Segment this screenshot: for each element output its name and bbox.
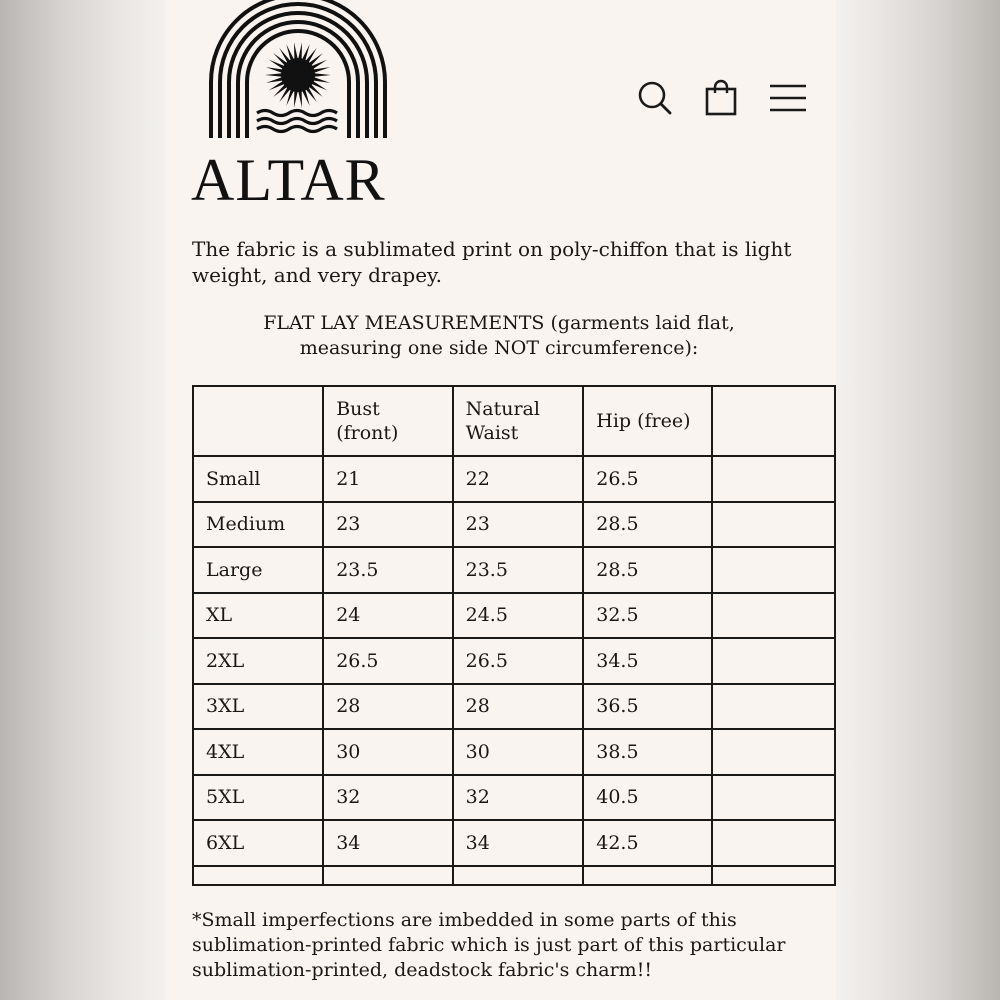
cell-bust: 28 (323, 684, 452, 730)
table-row (193, 684, 835, 730)
cell-size: Small (193, 456, 323, 502)
cell-waist: 30 (453, 729, 584, 775)
cell-hip: 26.5 (583, 456, 712, 502)
table-row (193, 729, 835, 775)
cell-bust: 30 (323, 729, 452, 775)
cell-hip: 42.5 (583, 820, 712, 866)
measurements-title-line1: FLAT LAY MEASUREMENTS (garments laid flat, (263, 312, 735, 334)
cell-empty (323, 866, 452, 885)
cell-hip: 28.5 (583, 547, 712, 593)
cell-waist: 32 (453, 775, 584, 821)
cell-waist: 24.5 (453, 593, 584, 639)
product-page (165, 0, 836, 1000)
cell-bust: 24 (323, 593, 452, 639)
cell-size: Large (193, 547, 323, 593)
header-cell-extra (712, 386, 835, 456)
cell-size: 6XL (193, 820, 323, 866)
menu-icon[interactable] (768, 78, 808, 118)
cell-bust: 23.5 (323, 547, 452, 593)
cell-waist: 28 (453, 684, 584, 730)
cell-bust: 26.5 (323, 638, 452, 684)
cell-hip: 36.5 (583, 684, 712, 730)
cell-empty (453, 866, 584, 885)
cell-size: 5XL (193, 775, 323, 821)
cell-extra (712, 547, 835, 593)
cell-extra (712, 775, 835, 821)
cell-size: Medium (193, 502, 323, 548)
cell-empty (193, 866, 323, 885)
cell-extra (712, 729, 835, 775)
cell-size: 3XL (193, 684, 323, 730)
table-row (193, 775, 835, 821)
cell-bust: 21 (323, 456, 452, 502)
cell-extra (712, 456, 835, 502)
cell-hip: 28.5 (583, 502, 712, 548)
cell-waist: 23 (453, 502, 584, 548)
cell-empty (712, 866, 835, 885)
cell-hip: 34.5 (583, 638, 712, 684)
table-row (193, 547, 835, 593)
cell-waist: 34 (453, 820, 584, 866)
search-icon[interactable] (635, 78, 675, 118)
cell-bust: 32 (323, 775, 452, 821)
cell-extra (712, 593, 835, 639)
cell-extra (712, 820, 835, 866)
fabric-description: The fabric is a sublimated print on poly-chiffon that is light weight, and very drapey. (192, 237, 792, 287)
cell-hip: 38.5 (583, 729, 712, 775)
cell-empty (583, 866, 712, 885)
header-cell-size (193, 386, 323, 456)
cell-extra (712, 684, 835, 730)
cell-waist: 26.5 (453, 638, 584, 684)
table-row-empty (193, 866, 835, 885)
table-row (193, 638, 835, 684)
size-chart-table (192, 385, 836, 886)
cell-bust: 34 (323, 820, 452, 866)
cell-extra (712, 502, 835, 548)
table-row (193, 820, 835, 866)
header-cell-bust: Bust (front) (323, 386, 452, 456)
cell-size: 4XL (193, 729, 323, 775)
cell-size: XL (193, 593, 323, 639)
table-row (193, 456, 835, 502)
shopping-bag-icon[interactable] (701, 78, 741, 118)
cell-waist: 22 (453, 456, 584, 502)
measurements-title-line2: measuring one side NOT circumference): (299, 337, 699, 359)
table-header-row (193, 386, 835, 456)
cell-waist: 23.5 (453, 547, 584, 593)
imperfections-note: *Small imperfections are imbedded in some parts of this sublimation-printed fabric which is just part of this particular sublimation-printed, deadstock fabric's charm!! (192, 909, 786, 981)
cell-extra (712, 638, 835, 684)
table-row (193, 593, 835, 639)
cell-hip: 40.5 (583, 775, 712, 821)
cell-bust: 23 (323, 502, 452, 548)
measurements-title (189, 311, 809, 361)
header-cell-hip: Hip (free) (583, 386, 712, 456)
header-cell-waist: Natural Waist (453, 386, 584, 456)
table-row (193, 502, 835, 548)
brand-name[interactable]: ALTAR (191, 147, 386, 213)
cell-size: 2XL (193, 638, 323, 684)
cell-hip: 32.5 (583, 593, 712, 639)
